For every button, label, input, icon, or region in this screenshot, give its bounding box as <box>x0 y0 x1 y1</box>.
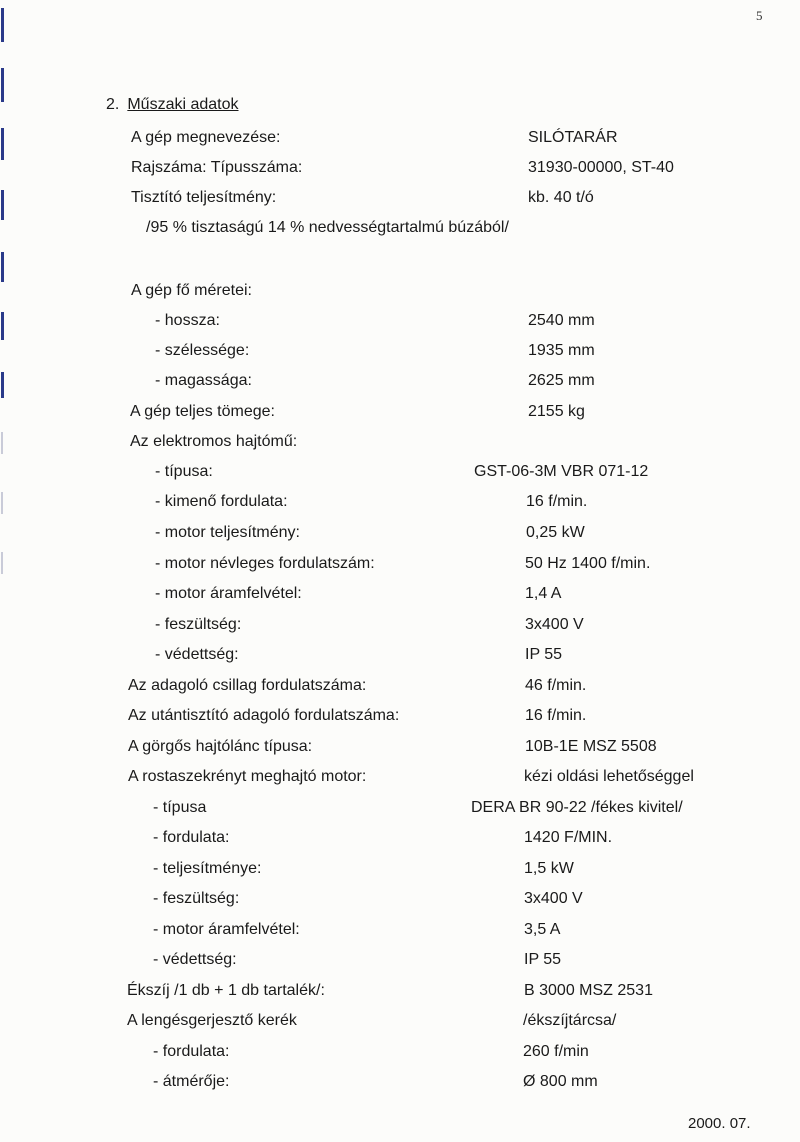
spec-value: 1,4 A <box>525 585 562 602</box>
spec-row <box>0 616 800 638</box>
spec-value: 1420 F/MIN. <box>524 829 613 846</box>
spec-row <box>0 829 800 851</box>
spec-value: 31930-00000, ST-40 <box>528 159 674 176</box>
spec-label: - feszültség: <box>153 890 240 907</box>
spec-row <box>0 312 800 334</box>
spec-value: 46 f/min. <box>525 677 587 694</box>
spec-label: A görgős hajtólánc típusa: <box>128 738 313 755</box>
spec-row <box>0 403 800 425</box>
spec-value: B 3000 MSZ 2531 <box>524 982 653 999</box>
spec-value: 1935 mm <box>528 342 595 359</box>
spec-row <box>0 1043 800 1065</box>
spec-row <box>0 768 800 790</box>
spec-row <box>0 342 800 364</box>
spec-note: /95 % tisztaságú 14 % nedvességtartalmú búzából/ <box>146 219 509 236</box>
spec-row <box>0 524 800 546</box>
spec-row <box>0 585 800 607</box>
spec-row <box>0 982 800 1004</box>
spec-row <box>0 707 800 729</box>
spec-value: 3x400 V <box>524 890 583 907</box>
spec-row <box>0 799 800 821</box>
spec-row <box>0 1073 800 1095</box>
spec-value: kb. 40 t/ó <box>528 189 594 206</box>
spec-value: 1,5 kW <box>524 860 574 877</box>
spec-label: - feszültség: <box>155 616 242 633</box>
spec-label: - típusa <box>153 799 207 816</box>
spec-label: A lengésgerjesztő kerék <box>127 1012 297 1029</box>
spec-value: 260 f/min <box>523 1043 589 1060</box>
binding-mark <box>1 8 4 42</box>
spec-row <box>0 890 800 912</box>
spec-label: Ékszíj /1 db + 1 db tartalék/: <box>127 982 325 999</box>
spec-value: 16 f/min. <box>526 493 588 510</box>
spec-value: 2155 kg <box>528 403 585 420</box>
spec-label: Az elektromos hajtómű: <box>130 433 298 450</box>
spec-value: 10B-1E MSZ 5508 <box>525 738 657 755</box>
spec-label: - motor áramfelvétel: <box>155 585 302 602</box>
spec-label: Tisztító teljesítmény: <box>131 189 277 206</box>
spec-value: 3,5 A <box>524 921 561 938</box>
spec-value: DERA BR 90-22 /fékes kivitel/ <box>471 799 683 816</box>
spec-value: 0,25 kW <box>526 524 585 541</box>
spec-label: Az adagoló csillag fordulatszáma: <box>128 677 367 694</box>
spec-label: - típusa: <box>155 463 213 480</box>
spec-value: kézi oldási lehetőséggel <box>524 768 694 785</box>
spec-label: - átmérője: <box>153 1073 230 1090</box>
spec-row <box>0 159 800 181</box>
spec-row <box>0 738 800 760</box>
document-date: 2000. 07. <box>688 1115 751 1132</box>
spec-label: Rajszáma: Típusszáma: <box>131 159 303 176</box>
spec-row <box>0 921 800 943</box>
binding-mark <box>1 68 4 102</box>
spec-row <box>0 860 800 882</box>
spec-row <box>0 493 800 515</box>
spec-row <box>0 372 800 394</box>
spec-value: 2625 mm <box>528 372 595 389</box>
spec-label: - védettség: <box>155 646 239 663</box>
spec-label: - védettség: <box>153 951 237 968</box>
binding-mark <box>1 252 4 282</box>
spec-label: - kimenő fordulata: <box>155 493 288 510</box>
spec-label: A rostaszekrényt meghajtó motor: <box>128 768 367 785</box>
spec-value: 2540 mm <box>528 312 595 329</box>
spec-value: SILÓTARÁR <box>528 129 618 146</box>
spec-row <box>0 646 800 668</box>
spec-label: - hossza: <box>155 312 220 329</box>
spec-label: A gép megnevezése: <box>131 129 281 146</box>
spec-row <box>0 555 800 577</box>
section-title: Műszaki adatok <box>127 96 239 113</box>
spec-row <box>0 1012 800 1034</box>
section-heading <box>106 96 239 114</box>
section-number: 2. <box>106 96 120 113</box>
spec-value: 3x400 V <box>525 616 584 633</box>
spec-row <box>0 433 800 455</box>
spec-label: - motor teljesítmény: <box>155 524 300 541</box>
spec-label: - fordulata: <box>153 1043 230 1060</box>
spec-label: Az utántisztító adagoló fordulatszáma: <box>128 707 400 724</box>
spec-value: IP 55 <box>525 646 563 663</box>
spec-row <box>0 463 800 485</box>
spec-row <box>0 951 800 973</box>
page-number: 5 <box>756 8 763 23</box>
spec-label: - szélessége: <box>155 342 250 359</box>
spec-value: /ékszíjtárcsa/ <box>523 1012 617 1029</box>
spec-value: IP 55 <box>524 951 562 968</box>
spec-label: - motor áramfelvétel: <box>153 921 300 938</box>
spec-row <box>0 189 800 211</box>
spec-value: 50 Hz 1400 f/min. <box>525 555 651 572</box>
spec-label: A gép teljes tömege: <box>130 403 275 420</box>
spec-row <box>0 282 800 304</box>
spec-row <box>0 129 800 151</box>
spec-label: - teljesítménye: <box>153 860 262 877</box>
spec-label: A gép fő méretei: <box>131 282 252 299</box>
spec-value: Ø 800 mm <box>523 1073 598 1090</box>
spec-value: 16 f/min. <box>525 707 587 724</box>
spec-value: GST-06-3M VBR 071-12 <box>474 463 649 480</box>
spec-label: - fordulata: <box>153 829 230 846</box>
spec-label: - magassága: <box>155 372 252 389</box>
spec-row <box>0 677 800 699</box>
spec-label: - motor névleges fordulatszám: <box>155 555 375 572</box>
